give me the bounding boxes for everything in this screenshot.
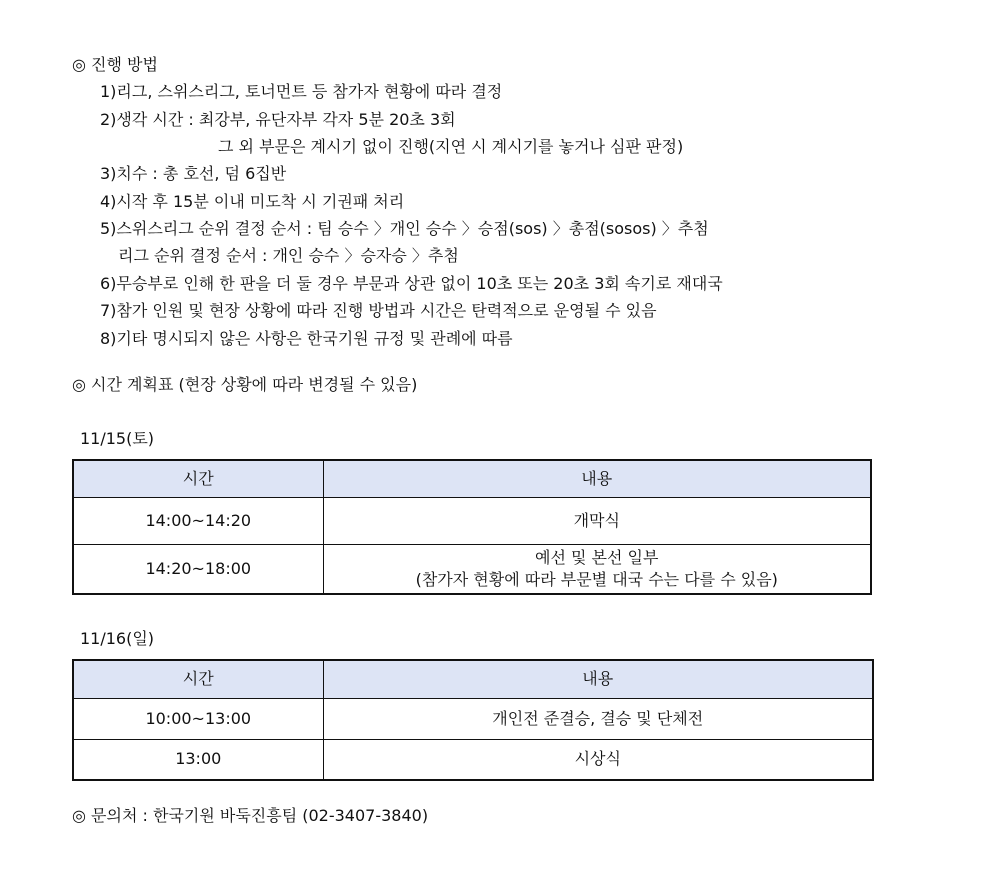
row-time: 14:20~18:00 bbox=[73, 544, 323, 594]
col-content-header: 내용 bbox=[323, 460, 871, 497]
method-heading: ◎ 진행 방법 bbox=[72, 55, 158, 74]
col-time-header: 시간 bbox=[73, 660, 323, 698]
row-content: 개인전 준결승, 결승 및 단체전 bbox=[323, 698, 873, 739]
schedule-heading: ◎ 시간 계획표 (현장 상황에 따라 변경될 수 있음) bbox=[72, 375, 418, 394]
method-item-2-continued: 그 외 부문은 계시기 없이 진행(지연 시 계시기를 놓거나 심판 판정) bbox=[218, 137, 684, 156]
row-time: 10:00~13:00 bbox=[73, 698, 323, 739]
method-item-6: 6)무승부로 인해 한 판을 더 둘 경우 부문과 상관 없이 10초 또는 20초 3회 속기로 재대국 bbox=[100, 274, 723, 293]
row-content bbox=[323, 544, 871, 594]
method-item-5: 5)스위스리그 순위 결정 순서 : 팀 승수 〉개인 승수 〉승점(sos) 〉총점(sosos) 〉추첨 bbox=[100, 219, 709, 238]
contact-info: ◎ 문의처 : 한국기원 바둑진흥팀 (02-3407-3840) bbox=[72, 806, 429, 825]
method-item-2: 2)생각 시간 : 최강부, 유단자부 각자 5분 20초 3회 bbox=[100, 110, 456, 129]
row-time: 13:00 bbox=[73, 739, 323, 780]
col-content-header: 내용 bbox=[323, 660, 873, 698]
day2-date: 11/16(일) bbox=[80, 629, 155, 648]
row-content-line-1: 예선 및 본선 일부 bbox=[535, 547, 659, 567]
method-item-1: 1)리그, 스위스리그, 토너먼트 등 참가자 현황에 따라 결정 bbox=[100, 82, 503, 101]
table-header-row bbox=[73, 460, 871, 497]
table-header-row bbox=[73, 660, 873, 698]
row-time: 14:00~14:20 bbox=[73, 497, 323, 544]
table-row bbox=[73, 544, 871, 594]
day1-schedule-table bbox=[72, 459, 872, 595]
table-row bbox=[73, 739, 873, 780]
row-content: 시상식 bbox=[323, 739, 873, 780]
row-content: 개막식 bbox=[323, 497, 871, 544]
row-content-line-2: (참가자 현황에 따라 부문별 대국 수는 다를 수 있음) bbox=[415, 569, 778, 589]
table-row bbox=[73, 698, 873, 739]
method-item-7: 7)참가 인원 및 현장 상황에 따라 진행 방법과 시간은 탄력적으로 운영될 수 있음 bbox=[100, 301, 657, 320]
method-item-5-continued: 리그 순위 결정 순서 : 개인 승수 〉승자승 〉추첨 bbox=[118, 246, 459, 265]
method-item-8: 8)기타 명시되지 않은 사항은 한국기원 규정 및 관례에 따름 bbox=[100, 329, 513, 348]
day2-schedule-table bbox=[72, 659, 874, 781]
col-time-header: 시간 bbox=[73, 460, 323, 497]
method-item-4: 4)시작 후 15분 이내 미도착 시 기권패 처리 bbox=[100, 192, 405, 211]
method-item-3: 3)치수 : 총 호선, 덤 6집반 bbox=[100, 164, 287, 183]
day1-date: 11/15(토) bbox=[80, 429, 155, 448]
table-row bbox=[73, 497, 871, 544]
